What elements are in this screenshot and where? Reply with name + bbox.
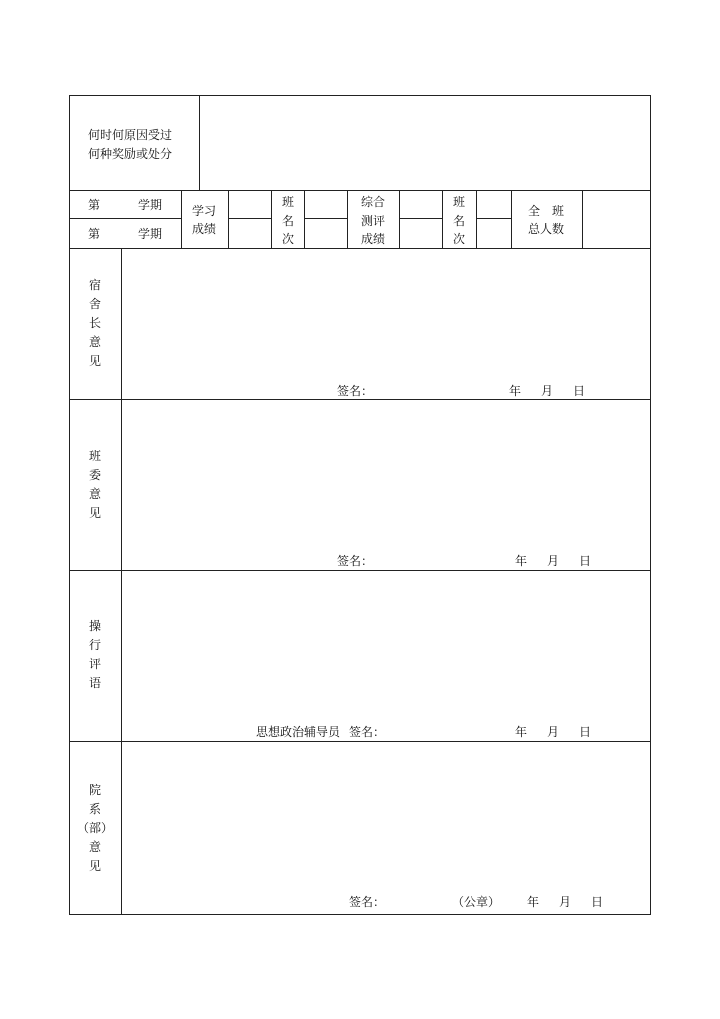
dept-opinion-label: 院 系 （部） 意 见 [76, 783, 113, 873]
study-score-sem2-field[interactable] [229, 219, 271, 248]
comp-score-label-3: 成绩 [361, 232, 386, 246]
dorm-month-label: 月 [541, 384, 554, 398]
rank2-label-ming: 名 [453, 214, 466, 228]
rank1-label-ci: 次 [282, 232, 295, 246]
rank1-sem1-field[interactable] [305, 191, 347, 218]
class-total-field[interactable] [583, 191, 650, 248]
committee-day-label: 日 [579, 554, 592, 568]
rank1-sem2-field[interactable] [305, 219, 347, 248]
committee-opinion-field[interactable] [122, 400, 650, 550]
comp-score-sem2-field[interactable] [400, 219, 442, 248]
dorm-year-label: 年 [509, 384, 522, 398]
col-divider [347, 190, 348, 248]
comp-score-label-2: 测评 [361, 214, 386, 228]
comp-score-sem1-field[interactable] [400, 191, 442, 218]
study-score-sem1-field[interactable] [229, 191, 271, 218]
rank1-label-ming: 名 [282, 214, 295, 228]
comp-score-label-1: 综合 [361, 195, 386, 209]
row-divider [69, 218, 181, 219]
reward-label-line2: 何种奖励或处分 [88, 147, 173, 161]
counselor-label: 思想政治辅导员 [256, 725, 341, 739]
conduct-comment-field[interactable] [122, 571, 650, 721]
col-divider [442, 190, 443, 248]
committee-year-label: 年 [515, 554, 528, 568]
dorm-opinion-field[interactable] [122, 249, 650, 379]
semester2-prefix: 第 [88, 227, 101, 241]
dorm-opinion-label: 宿 舍 长 意 见 [88, 278, 101, 368]
rank2-label-ci: 次 [453, 232, 466, 246]
dept-opinion-field[interactable] [122, 742, 650, 892]
semester2-suffix: 学期 [138, 227, 163, 241]
rank2-sem2-field[interactable] [477, 219, 511, 248]
semester1-suffix: 学期 [138, 198, 163, 212]
col-divider [181, 190, 182, 248]
conduct-day-label: 日 [579, 725, 592, 739]
committee-opinion-label: 班 委 意 见 [88, 449, 101, 520]
class-total-label-1: 全 班 [528, 204, 565, 218]
dorm-day-label: 日 [573, 384, 586, 398]
dept-sign-label: 签名： [349, 895, 386, 909]
conduct-sign-label: 签名： [349, 725, 386, 739]
reward-label-line1: 何时何原因受过 [88, 128, 173, 142]
conduct-month-label: 月 [547, 725, 560, 739]
conduct-year-label: 年 [515, 725, 528, 739]
col-divider [511, 190, 512, 248]
dorm-sign-label: 签名： [337, 384, 374, 398]
row-divider [69, 190, 651, 191]
committee-sign-label: 签名： [337, 554, 374, 568]
dept-year-label: 年 [527, 895, 540, 909]
class-total-label-2: 总人数 [528, 222, 565, 236]
reward-content-field[interactable] [200, 96, 650, 190]
dept-seal-label: （公章） [452, 895, 501, 909]
semester1-prefix: 第 [88, 198, 101, 212]
committee-month-label: 月 [547, 554, 560, 568]
conduct-comment-label: 操 行 评 语 [88, 619, 101, 690]
rank2-sem1-field[interactable] [477, 191, 511, 218]
col-divider [271, 190, 272, 248]
dept-month-label: 月 [559, 895, 572, 909]
dept-day-label: 日 [591, 895, 604, 909]
study-score-label-2: 成绩 [192, 222, 217, 236]
study-score-label-1: 学习 [192, 204, 217, 218]
rank1-label-ban: 班 [282, 195, 295, 209]
rank2-label-ban: 班 [453, 195, 466, 209]
